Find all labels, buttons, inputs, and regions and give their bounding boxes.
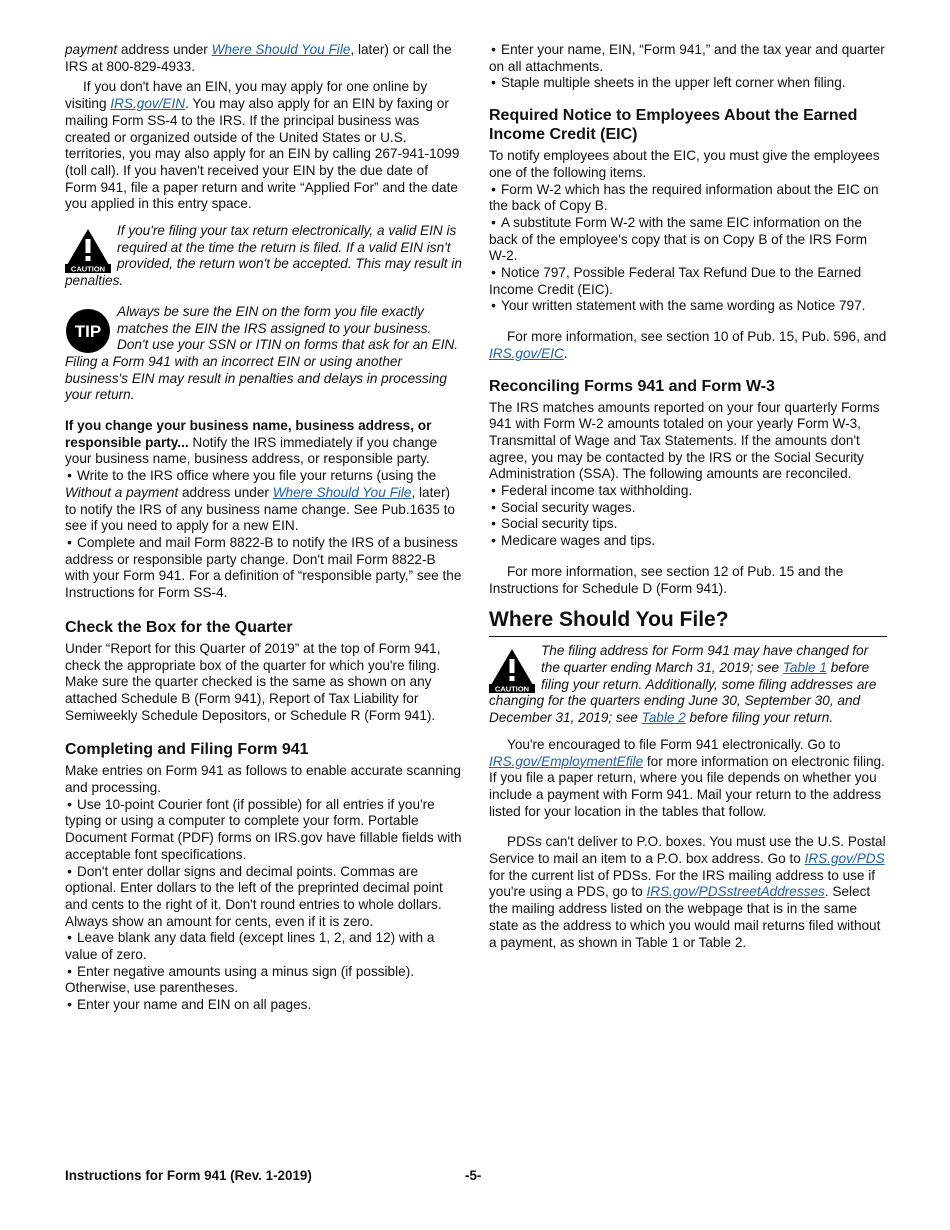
more-schedule-paragraph: For more information, see section 12 of Pub. 15 and the Instructions for Schedule D (Form 941). xyxy=(489,563,844,596)
list-item: • Enter your name and EIN on all pages. xyxy=(65,997,462,1014)
table-2-link[interactable]: Table 2 xyxy=(641,710,686,726)
where-should-you-file-link-2[interactable]: Where Should You File xyxy=(272,484,412,500)
page-footer xyxy=(65,1168,887,1183)
employment-efile-link[interactable]: IRS.gov/EmploymentEfile xyxy=(489,753,644,769)
reconciling-paragraph: The IRS matches amounts reported on your four quarterly Forms 941 with Form W-2 amounts totaled on your yearly Form W-3, Transmittal of Wage and Tax Statements. If the amounts don't agree, you may be contacted by the IRS or the Social Security Administration (SSA). The following amounts are reconciled. xyxy=(489,399,880,482)
list-item: • Staple multiple sheets in the upper left corner when filing. xyxy=(489,75,887,92)
ein-paragraph: If you don't have an EIN, you may apply for one online by visiting IRS.gov/EIN. You may also apply for an EIN by faxing or mailing Form SS-4 to the IRS. If the principal business was created or organized outside of the United States or U.S. territories, you may also apply for an EIN by calling 267-941-1099 (toll call). If you haven't received your EIN by the due date of Form 941, file a paper return and write “Applied For” and the date you applied in this entry space. xyxy=(65,79,460,212)
caution-icon xyxy=(65,227,111,273)
change-heading: If you change your business name, business address, or responsible party... xyxy=(65,418,432,450)
tip-icon xyxy=(65,308,111,354)
list-item: • Enter negative amounts using a minus sign (if possible). Otherwise, use parentheses. xyxy=(65,964,462,997)
irs-pds-link[interactable]: IRS.gov/PDS xyxy=(804,851,885,867)
footer-title: Instructions for Form 941 (Rev. 1-2019) xyxy=(65,1168,312,1183)
list-item: • Social security tips. xyxy=(489,516,887,533)
list-item: • Your written statement with the same wording as Notice 797. xyxy=(489,298,887,315)
more-eic-paragraph: For more information, see section 10 of Pub. 15, Pub. 596, and IRS.gov/EIC. xyxy=(489,329,887,361)
required-notice-paragraph: To notify employees about the EIC, you must give the employees one of the following items. xyxy=(489,148,880,180)
list-item: • Use 10-point Courier font (if possible) for all entries if you're typing or using a computer to complete your form. Portable Document Format (PDF) forms on IRS.gov have fillable fields with acceptable font specifications. xyxy=(65,797,462,864)
list-item: • Complete and mail Form 8822-B to notify the IRS of a business address or responsible party change. Don't mail Form 8822-B with your Form 941. For a definition of “responsible party,” see the Instructions for Form SS-4. xyxy=(65,535,462,602)
caution-text: If you're filing your tax return electronically, a valid EIN is required at the time the return is filed. If a valid EIN isn't provided, the return won't be accepted. This may result in penalties. xyxy=(65,223,462,289)
change-business-paragraph: If you change your business name, business address, or responsible party... Notify the IRS immediately if you change your business name, business address, or responsible party. xyxy=(65,418,438,467)
left-column xyxy=(65,42,462,1014)
right-column xyxy=(489,42,887,951)
completing-heading: Completing and Filing Form 941 xyxy=(65,741,309,759)
payment-paragraph: payment address under Where Should You File, later) or call the IRS at 800-829-4933. xyxy=(65,42,452,74)
check-quarter-paragraph: Under “Report for this Quarter of 2019” at the top of Form 941, check the appropriate box of the quarter for which you're filing. Make sure the quarter checked is the same as shown on any attached Schedule B (Form 941), Report of Tax Liability for Semiweekly Schedule Depositors, or Schedule R (Form 941). xyxy=(65,640,441,723)
list-item: • Social security wages. xyxy=(489,500,887,517)
where-should-you-file-heading: Where Should You File? xyxy=(489,607,887,637)
caution-note-where xyxy=(489,643,887,727)
list-item: • Federal income tax withholding. xyxy=(489,483,887,500)
caution-where-text: The filing address for Form 941 may have changed for the quarter ending March 31, 2019; see Table 1 before filing your return. Additionally, some filing addresses are changing for the quarters ending June 30, September 30, and December 31, 2019; see Table 2 before filing your return. xyxy=(489,643,877,726)
svg-text:CAUTION: CAUTION xyxy=(70,264,106,274)
list-item: • A substitute Form W-2 with the same EIC information on the back of the employee's copy that is on Copy B of the IRS Form W-2. xyxy=(489,215,887,265)
caution-note xyxy=(65,223,462,290)
efile-paragraph: You're encouraged to file Form 941 electronically. Go to IRS.gov/EmploymentEfile for more information on electronic filing. If you file a paper return, where you file depends on whether you include a payment with Form 941. Mail your return to the address listed for your location in the tables that follow. xyxy=(489,736,885,819)
irs-ein-link[interactable]: IRS.gov/EIN xyxy=(110,96,186,112)
check-quarter-heading: Check the Box for the Quarter xyxy=(65,618,293,636)
list-item: • Notice 797, Possible Federal Tax Refund Due to the Earned Income Credit (EIC). xyxy=(489,265,887,298)
list-item: • Form W-2 which has the required information about the EIC on the back of Copy B. xyxy=(489,182,887,215)
tip-text: Always be sure the EIN on the form you file exactly matches the EIN the IRS assigned to your business. Don't use your SSN or ITIN on forms that ask for an EIN. Filing a Form 941 with an incorrect EIN or using another business's EIN may result in penalties and delays in processing your return. xyxy=(65,303,459,403)
list-item: • Medicare wages and tips. xyxy=(489,533,887,550)
completing-paragraph: Make entries on Form 941 as follows to enable accurate scanning and processing. xyxy=(65,763,461,796)
list-item: • Leave blank any data field (except lines 1, 2, and 12) with a value of zero. xyxy=(65,930,462,963)
caution-icon xyxy=(489,647,535,693)
table-1-link[interactable]: Table 1 xyxy=(782,659,827,675)
page-number: -5- xyxy=(465,1168,482,1183)
irs-eic-link[interactable]: IRS.gov/EIC xyxy=(489,345,564,361)
pds-street-addresses-link[interactable]: IRS.gov/PDSstreetAddresses xyxy=(646,884,825,900)
tip-note xyxy=(65,304,462,404)
svg-text:CAUTION: CAUTION xyxy=(494,684,530,694)
list-item: • Write to the IRS office where you file your returns (using the Without a payment address under Where Should You File, later) to notify the IRS of any business name change. See Pub.1635 to see if you need to apply for a new EIN. xyxy=(65,468,462,535)
pds-paragraph: PDSs can't deliver to P.O. boxes. You must use the U.S. Postal Service to mail an item to a P.O. box address. Go to IRS.gov/PDS for the current list of PDSs. For the IRS mailing address to use if you're using a PDS, go to IRS.gov/PDSstreetAddresses. Select the mailing address listed on the webpage that is in the same state as the address to which you would mail returns filed without a payment, as shown in Table 1 or Table 2. xyxy=(489,834,886,950)
required-notice-heading: Required Notice to Employees About the Earned Income Credit (EIC) xyxy=(489,107,858,144)
list-item: • Don't enter dollar signs and decimal points. Commas are optional. Enter dollars to the left of the preprinted decimal point and cents to the right of it. Don't round entries to whole dollars. Always show an amount for cents, even if it is zero. xyxy=(65,864,462,931)
svg-text:TIP: TIP xyxy=(74,321,102,341)
where-should-you-file-link[interactable]: Where Should You File xyxy=(211,42,351,57)
list-item: • Enter your name, EIN, “Form 941,” and the tax year and quarter on all attachments. xyxy=(489,42,887,75)
reconciling-heading: Reconciling Forms 941 and Form W-3 xyxy=(489,377,775,395)
